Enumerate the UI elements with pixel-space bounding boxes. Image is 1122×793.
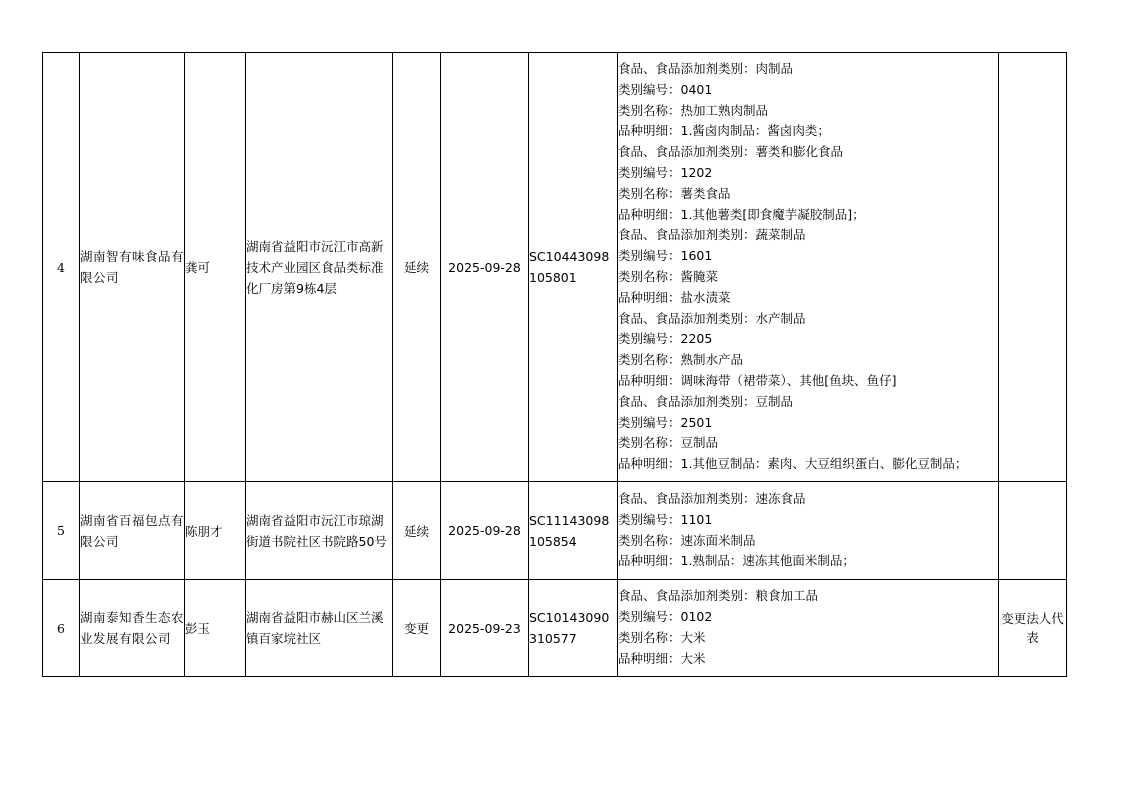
remarks: 变更法人代表	[999, 580, 1067, 677]
category-detail-line: 类别编号：0401	[618, 81, 713, 97]
production-address: 湖南省益阳市沅江市琼湖街道书院社区书院路50号	[246, 482, 393, 580]
production-address: 湖南省益阳市赫山区兰溪镇百家垸社区	[246, 580, 393, 677]
license-number: SC11143098105854	[529, 482, 618, 580]
category-detail-line: 品种明细：调味海带（裙带菜）、其他[鱼块、鱼仔]	[618, 372, 897, 388]
category-detail-line: 类别名称：热加工熟肉制品	[618, 102, 769, 118]
category-detail-line: 类别名称：豆制品	[618, 435, 719, 451]
production-address: 湖南省益阳市沅江市高新技术产业园区食品类标准化厂房第9栋4层	[246, 53, 393, 482]
food-category-details	[618, 580, 999, 677]
category-detail-line: 食品、食品添加剂类别：豆制品	[618, 393, 794, 409]
company-name: 湖南泰知香生态农业发展有限公司	[80, 580, 185, 677]
row-number: 6	[43, 580, 80, 677]
license-number: SC10143090310577	[529, 580, 618, 677]
category-detail-line: 食品、食品添加剂类别：薯类和膨化食品	[618, 144, 844, 160]
remarks	[999, 482, 1067, 580]
issue-date: 2025-09-28	[441, 53, 529, 482]
row-number: 5	[43, 482, 80, 580]
food-category-details	[618, 53, 999, 482]
category-detail-line: 食品、食品添加剂类别：肉制品	[618, 61, 794, 77]
food-category-details	[618, 482, 999, 580]
category-detail-line: 品种明细：1.熟制品：速冻其他面米制品；	[618, 553, 855, 569]
table-row	[43, 580, 1067, 677]
permit-type: 变更	[393, 580, 441, 677]
category-detail-line: 食品、食品添加剂类别：速冻食品	[618, 490, 806, 506]
legal-representative: 陈朋才	[185, 482, 246, 580]
permit-type: 延续	[393, 53, 441, 482]
category-detail-line: 品种明细：1.酱卤肉制品：酱卤肉类；	[618, 123, 830, 139]
category-detail-line: 品种明细：1.其他豆制品：素肉、大豆组织蛋白、膨化豆制品；	[618, 456, 968, 472]
category-detail-line: 类别编号：1202	[618, 165, 713, 181]
category-detail-line: 类别编号：1101	[618, 511, 713, 527]
category-detail-line: 品种明细：大米	[618, 650, 706, 666]
category-detail-line: 类别编号：1601	[618, 248, 713, 264]
category-detail-line: 类别编号：2501	[618, 414, 713, 430]
license-number: SC10443098105801	[529, 53, 618, 482]
permit-type: 延续	[393, 482, 441, 580]
legal-representative: 彭玉	[185, 580, 246, 677]
table-row	[43, 482, 1067, 580]
category-detail-line: 食品、食品添加剂类别：粮食加工品	[618, 588, 819, 604]
category-detail-line: 类别名称：大米	[618, 630, 706, 645]
category-detail-line: 类别编号：2205	[618, 331, 713, 347]
issue-date: 2025-09-28	[441, 482, 529, 580]
remarks	[999, 53, 1067, 482]
category-detail-line: 类别名称：熟制水产品	[618, 352, 744, 368]
table-row	[43, 53, 1067, 482]
legal-representative: 龚可	[185, 53, 246, 482]
category-detail-line: 食品、食品添加剂类别：水产制品	[618, 310, 806, 326]
category-detail-line: 品种明细：盐水渍菜	[618, 289, 731, 305]
company-name: 湖南智有味食品有限公司	[80, 53, 185, 482]
issue-date: 2025-09-23	[441, 580, 529, 677]
company-name: 湖南省百福包点有限公司	[80, 482, 185, 580]
category-detail-line: 食品、食品添加剂类别：蔬菜制品	[618, 227, 806, 243]
category-detail-line: 类别名称：酱腌菜	[618, 269, 719, 284]
category-detail-line: 类别名称：速冻面米制品	[618, 532, 756, 548]
category-detail-line: 品种明细：1.其他薯类[即食魔芋凝胶制品]；	[618, 206, 865, 222]
category-detail-line: 类别名称：薯类食品	[618, 185, 731, 201]
license-table	[42, 52, 1067, 677]
category-detail-line: 类别编号：0102	[618, 609, 713, 625]
row-number: 4	[43, 53, 80, 482]
